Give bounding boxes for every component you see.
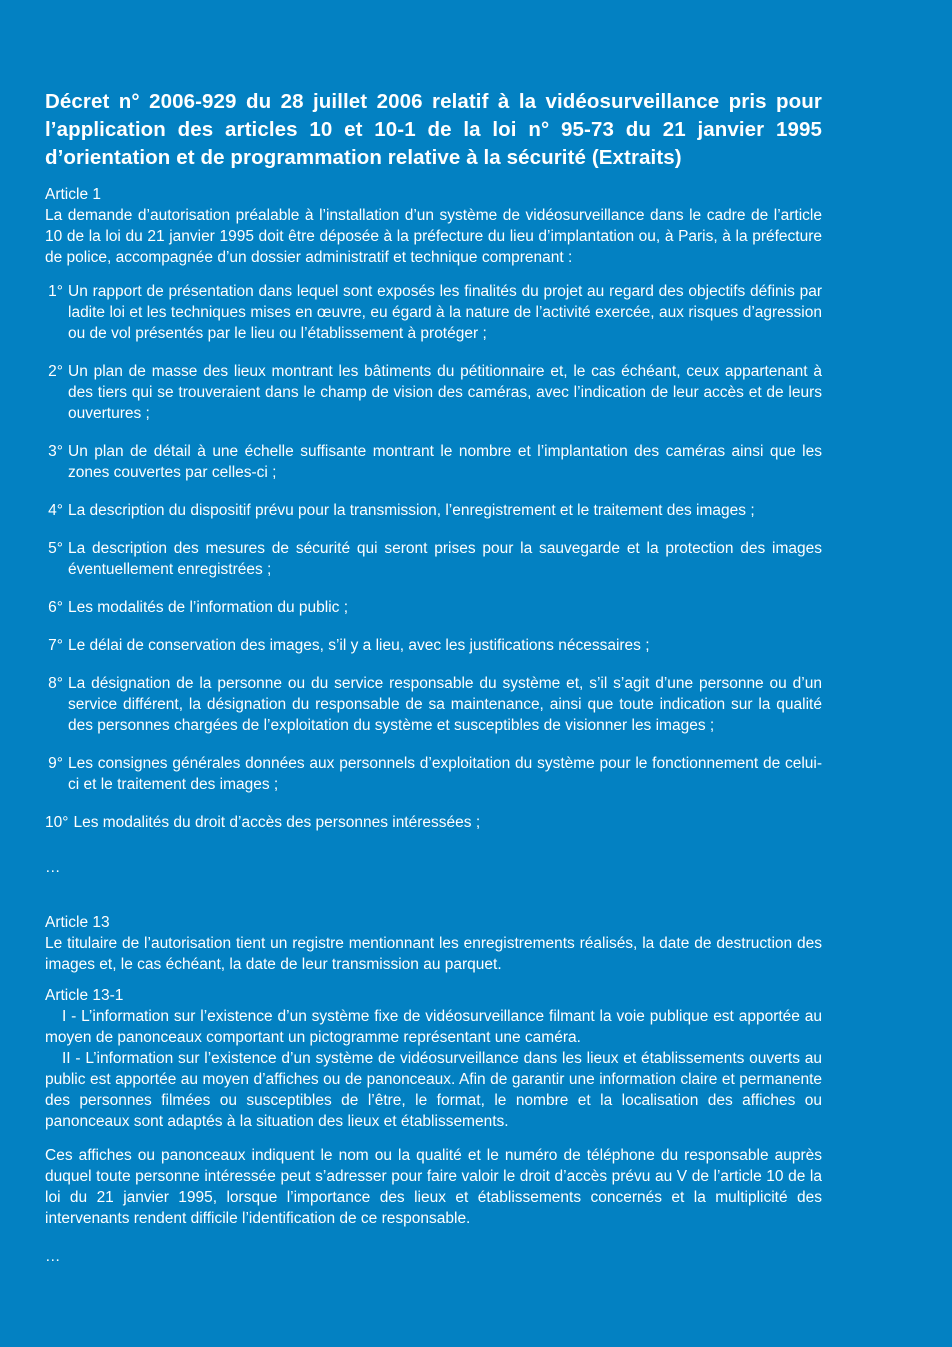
list-item-number: 5° (48, 540, 63, 557)
article-1-intro: La demande d’autorisation préalable à l’installation d’un système de vidéosurveillance dans le cadre de l’article 10 de la loi du 21 janvier 1995 doit être déposée à la préfecture du lieu d’implantation ou, à Paris, à la préfecture de police, accompagnée d’un dossier administratif et technique comprenant : (45, 207, 822, 266)
article-1-requirements-list (45, 281, 822, 833)
list-item-text: Un rapport de présentation dans lequel sont exposés les finalités du projet au regard des objectifs définis par ladite loi et les techniques mises en œuvre, eu égard à la nature de l’activité exercée, aux risques d’agression ou de vol présentés par le lieu ou l’établissement à protéger ; (68, 283, 822, 342)
list-item-number: 2° (48, 363, 63, 380)
omission-ellipsis: … (45, 859, 63, 876)
list-item (45, 753, 822, 795)
list-item-text: La description du dispositif prévu pour la transmission, l’enregistrement et le traitement des images ; (68, 502, 755, 519)
list-item (45, 361, 822, 424)
list-item-number: 9° (48, 755, 63, 772)
list-item (45, 673, 822, 736)
article-13-heading: Article 13 (45, 914, 110, 931)
article-13-1-final-paragraph: Ces affiches ou panonceaux indiquent le nom ou la qualité et le numéro de téléphone du responsable auprès duquel toute personne intéressée peut s’adresser pour faire valoir le droit d’accès prévu au V de l’article 10 de la loi du 21 janvier 1995, lorsque l’importance des lieux et établissements concernés et la multiplicité des intervenants rendent difficile l’identification de ce responsable. (45, 1147, 822, 1227)
list-item (45, 441, 822, 483)
article-13-1-paragraph-II: II - L’information sur l’existence d’un système de vidéosurveillance dans les lieux et établissements ouverts au public est apportée au moyen d’affiches ou de panonceaux. Afin de garantir une information claire et permanente des personnes filmées ou susceptibles de l’être, le format, le nombre et la localisation des affiches ou panonceaux sont adaptés à la situation des lieux et établissements. (45, 1050, 822, 1130)
list-item (45, 500, 822, 521)
list-item-text: La description des mesures de sécurité qui seront prises pour la sauvegarde et la protection des images éventuellement enregistrées ; (68, 540, 822, 578)
list-item-number: 1° (48, 283, 63, 300)
list-item-number: 6° (48, 599, 63, 616)
list-item (45, 597, 822, 618)
list-item-text: Un plan de détail à une échelle suffisante montrant le nombre et l’implantation des caméras ainsi que les zones couvertes par celles-ci ; (68, 443, 822, 481)
list-item (45, 538, 822, 580)
document-title: Décret n° 2006-929 du 28 juillet 2006 relatif à la vidéosurveillance pris pour l’application des articles 10 et 10-1 de la loi n° 95-73 du 21 janvier 1995 d’orientation et de programmation relative à la sécurité (Extraits) (45, 90, 822, 169)
article-1-section (45, 184, 822, 878)
list-item (45, 281, 822, 344)
list-item-number: 4° (48, 502, 63, 519)
article-13-1-heading: Article 13-1 (45, 987, 124, 1004)
list-item-number: 7° (48, 637, 63, 654)
list-item-text: Les consignes générales données aux personnels d’exploitation du système pour le fonctionnement de celui-ci et le traitement des images ; (68, 755, 822, 793)
list-item-number: 8° (48, 675, 63, 692)
list-item-text: Un plan de masse des lieux montrant les bâtiments du pétitionnaire et, le cas échéant, ceux appartenant à des tiers qui se trouveraient dans le champ de vision des caméras, avec l’indication de leur accès et de leurs ouvertures ; (68, 363, 822, 422)
article-13-body: Le titulaire de l’autorisation tient un registre mentionnant les enregistrements réalisés, la date de destruction des images et, le cas échéant, la date de leur transmission au parquet. (45, 935, 822, 973)
list-item (45, 812, 822, 833)
article-13-1-paragraph-I: I - L’information sur l’existence d’un système fixe de vidéosurveillance filmant la voie publique est apportée au moyen de panonceaux comportant un pictogramme représentant une caméra. (45, 1008, 822, 1046)
list-item (45, 635, 822, 656)
article-1-heading: Article 1 (45, 186, 101, 203)
article-13-1-section (45, 985, 822, 1267)
article-13-section (45, 912, 822, 975)
omission-ellipsis: … (45, 1248, 63, 1265)
list-item-text: Le délai de conservation des images, s’il y a lieu, avec les justifications nécessaires ; (68, 637, 650, 654)
list-item-number: 10° (45, 814, 69, 831)
list-item-text: Les modalités du droit d’accès des personnes intéressées ; (73, 814, 481, 831)
list-item-text: Les modalités de l’information du public ; (68, 599, 349, 616)
list-item-text: La désignation de la personne ou du service responsable du système et, s’il s’agit d’une personne ou d’un service différent, la désignation du responsable de sa maintenance, ainsi que toute indication sur la qualité des personnes chargées de l’exploitation du système et susceptibles de visionner les images ; (68, 675, 822, 734)
list-item-number: 3° (48, 443, 63, 460)
